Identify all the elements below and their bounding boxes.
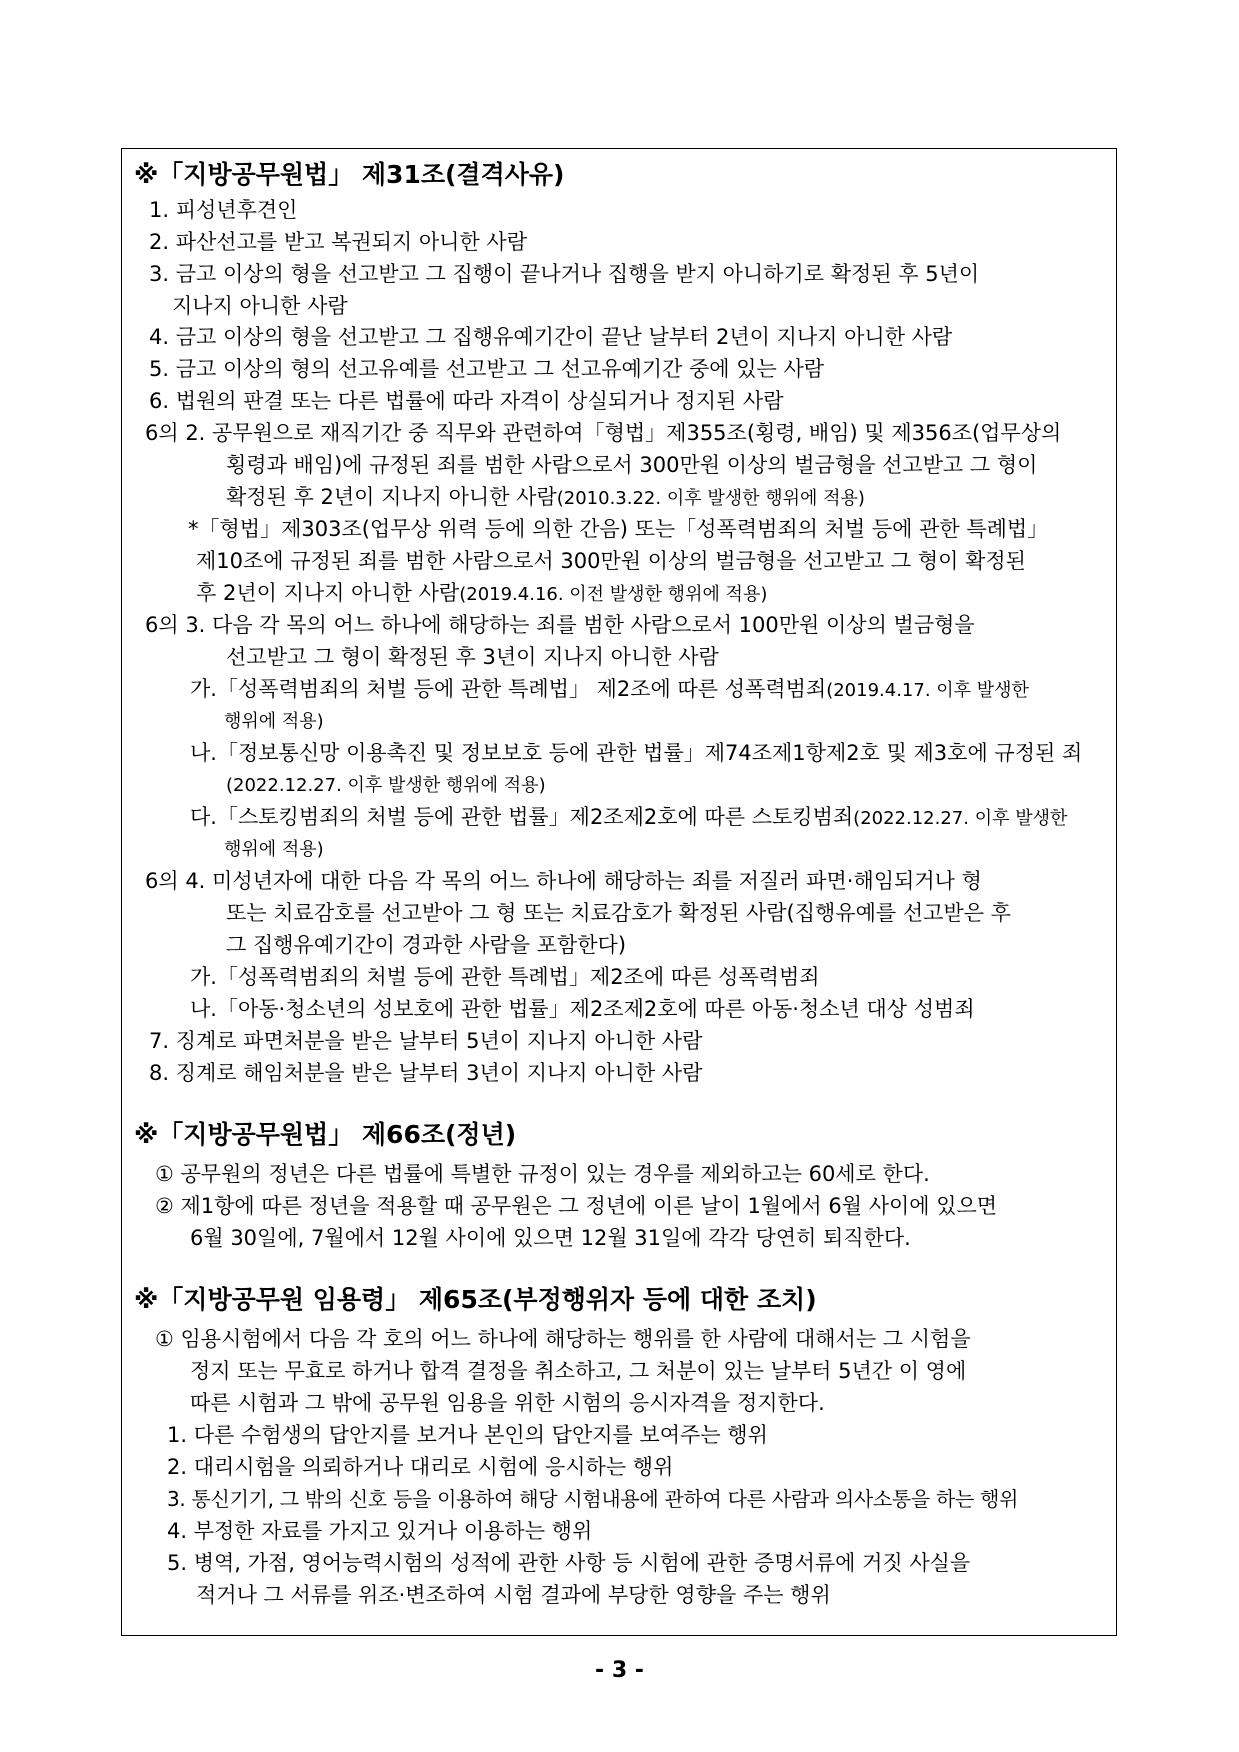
list-item: ① 공무원의 정년은 다른 법률에 특별한 규정이 있는 경우를 제외하고는 60세로 한다. [155, 1162, 930, 1186]
list-item-continuation: 또는 치료감호를 선고받아 그 형 또는 치료감호가 확정된 사람(집행유예를 선고받은 후 [226, 901, 1011, 925]
list-item: 6의 2. 공무원으로 재직기간 중 직무와 관련하여「형법」제355조(횡령, 배임) 및 제356조(업무상의 [145, 421, 1062, 445]
list-item: 6의 3. 다음 각 목의 어느 하나에 해당하는 죄를 범한 사람으로서 100만원 이상의 벌금형을 [145, 613, 975, 637]
applicability-note: (2022.12.27. 이후 발생한 행위에 적용) [226, 775, 546, 796]
sub-item: 5. 병역, 가점, 영어능력시험의 성적에 관한 사항 등 시험에 관한 증명서류에 거짓 사실을 [167, 1551, 971, 1575]
sub-item: 나.「정보통신망 이용촉진 및 정보보호 등에 관한 법률」제74조제1항제2호 및 제3호에 규정된 죄 [190, 741, 1083, 765]
list-item: 6의 4. 미성년자에 대한 다음 각 목의 어느 하나에 해당하는 죄를 저질러 파면·해임되거나 형 [145, 869, 982, 893]
list-item-continuation: 선고받고 그 형이 확정된 후 3년이 지나지 아니한 사람 [226, 645, 719, 669]
item-text: 다.「스토킹범죄의 처벌 등에 관한 법률」제2조제2호에 따른 스토킹범죄 [190, 805, 854, 829]
list-item-continuation: 정지 또는 무효로 하거나 합격 결정을 취소하고, 그 처분이 있는 날부터 5년간 이 영에 [190, 1359, 967, 1383]
list-item: 4. 금고 이상의 형을 선고받고 그 집행유예기간이 끝난 날부터 2년이 지나지 아니한 사람 [149, 325, 953, 349]
applicability-note: (2019.4.17. 이후 발생한 [826, 680, 1029, 701]
sub-item [190, 674, 1029, 706]
applicability-note: 행위에 적용) [224, 711, 324, 732]
item-text: 확정된 후 2년이 지나지 아니한 사람 [226, 485, 557, 509]
sub-item [190, 802, 1067, 834]
sub-item: 2. 대리시험을 의뢰하거나 대리로 시험에 응시하는 행위 [167, 1455, 674, 1479]
sub-item: 1. 다른 수험생의 답안지를 보거나 본인의 답안지를 보여주는 행위 [167, 1423, 768, 1447]
list-item-continuation: 횡령과 배임)에 규정된 죄를 범한 사람으로서 300만원 이상의 벌금형을 선고받고 그 형이 [226, 453, 1038, 477]
sub-item: 가.「성폭력범죄의 처벌 등에 관한 특례법」제2조에 따른 성폭력범죄 [190, 965, 820, 989]
list-item-continuation: 따른 시험과 그 밖에 공무원 임용을 위한 시험의 응시자격을 정지한다. [190, 1391, 825, 1415]
list-item-continuation [226, 482, 865, 514]
section-heading-31: ※「지방공무원법」 제31조(결격사유) [134, 160, 565, 189]
section-heading-65: ※「지방공무원 임용령」 제65조(부정행위자 등에 대한 조치) [134, 1285, 817, 1314]
list-item: 8. 징계로 해임처분을 받은 날부터 3년이 지나지 아니한 사람 [149, 1061, 703, 1085]
list-item: 2. 파산선고를 받고 복권되지 아니한 사람 [149, 230, 527, 254]
applicability-note: (2010.3.22. 이후 발생한 행위에 적용) [556, 488, 865, 509]
list-item-continuation: 6월 30일에, 7월에서 12월 사이에 있으면 12월 31일에 각각 당연히 퇴직한다. [190, 1226, 911, 1250]
list-note-continuation [196, 578, 767, 610]
list-item: 1. 피성년후견인 [149, 198, 298, 222]
list-note: *「형법」제303조(업무상 위력 등에 의한 간음) 또는「성폭력범죄의 처벌 등에 관한 특례법」 [188, 517, 1049, 541]
applicability-note: (2022.12.27. 이후 발생한 [853, 808, 1068, 829]
list-item: 7. 징계로 파면처분을 받은 날부터 5년이 지나지 아니한 사람 [149, 1029, 703, 1053]
list-item: ① 임용시험에서 다음 각 호의 어느 하나에 해당하는 행위를 한 사람에 대해서는 그 시험을 [155, 1327, 971, 1351]
sub-item: 나.「아동·청소년의 성보호에 관한 법률」제2조제2호에 따른 아동·청소년 대상 성범죄 [190, 997, 975, 1021]
item-text: 후 2년이 지나지 아니한 사람 [196, 581, 460, 605]
section-heading-66: ※「지방공무원법」 제66조(정년) [134, 1120, 517, 1149]
sub-item: 4. 부정한 자료를 가지고 있거나 이용하는 행위 [167, 1519, 593, 1543]
sub-item: 3. 통신기기, 그 밖의 신호 등을 이용하여 해당 시험내용에 관하여 다른 사람과 의사소통을 하는 행위 [167, 1487, 1019, 1511]
list-item: ② 제1항에 따른 정년을 적용할 때 공무원은 그 정년에 이른 날이 1월에서 6월 사이에 있으면 [155, 1194, 998, 1218]
list-item-continuation: 지나지 아니한 사람 [172, 294, 348, 318]
item-text: 가.「성폭력범죄의 처벌 등에 관한 특례법」 제2조에 따른 성폭력범죄 [190, 677, 827, 701]
list-note-continuation: 제10조에 규정된 죄를 범한 사람으로서 300만원 이상의 벌금형을 선고받고 그 형이 확정된 [196, 549, 1026, 573]
applicability-note: 행위에 적용) [224, 839, 324, 860]
page-number: - 3 - [595, 1658, 644, 1683]
applicability-note: (2019.4.16. 이전 발생한 행위에 적용) [459, 584, 768, 605]
sub-item-continuation: 적거나 그 서류를 위조·변조하여 시험 결과에 부당한 영향을 주는 행위 [196, 1583, 831, 1607]
list-item: 3. 금고 이상의 형을 선고받고 그 집행이 끝나거나 집행을 받지 아니하기로 확정된 후 5년이 [149, 262, 980, 286]
list-item: 5. 금고 이상의 형의 선고유예를 선고받고 그 선고유예기간 중에 있는 사람 [149, 357, 825, 381]
list-item: 6. 법원의 판결 또는 다른 법률에 따라 자격이 상실되거나 정지된 사람 [149, 389, 784, 413]
list-item-continuation: 그 집행유예기간이 경과한 사람을 포함한다) [226, 933, 627, 957]
